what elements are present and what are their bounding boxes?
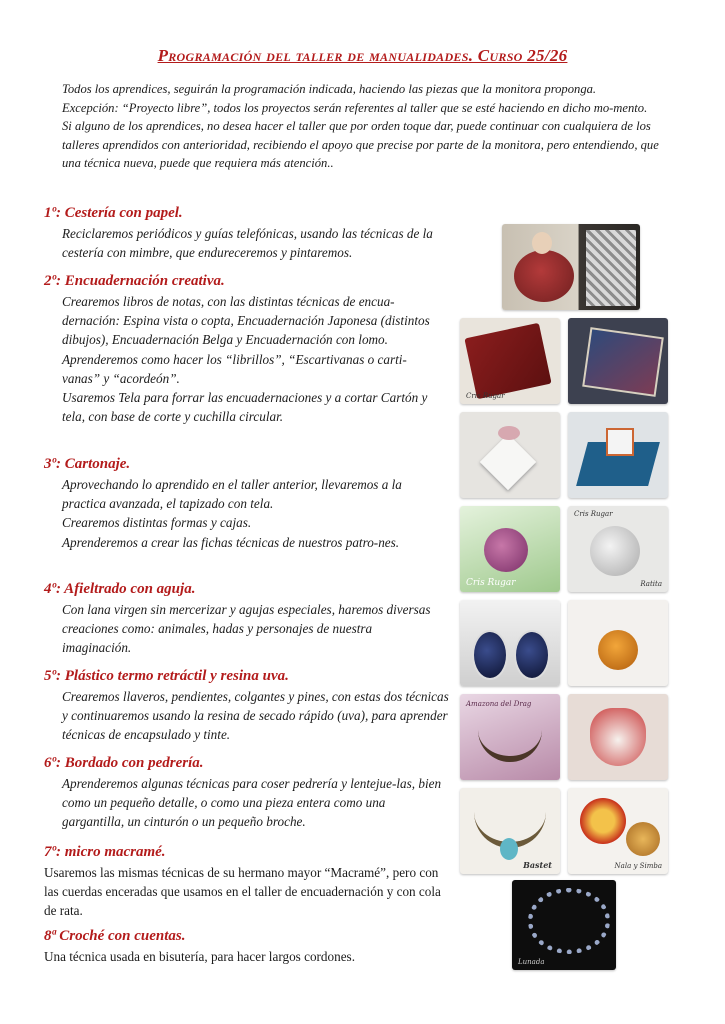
photo-watermark: Cris Rugar — [466, 578, 516, 588]
basket-house-shape — [514, 250, 574, 302]
section-text: Crearemos libros de notas, con las distintas técnicas de encua-dernación: Espina vista o copta, Encuadernación Japonesa (distintos dibujos), Encuadernación Belga y Encuadernación con lomo. — [62, 294, 430, 348]
section-title: 4º: Afieltrado con aguja. — [44, 581, 196, 597]
resin-pendant-photo — [568, 600, 668, 686]
section-text: Reciclaremos periódicos y guías telefónicas, usando las técnicas de la cestería con mimbre, que endureceremos y pintaremos. — [62, 226, 433, 261]
photo-watermark: Ratita — [640, 580, 662, 588]
section-cesteria — [44, 204, 464, 262]
section-title: 8ª Croché con cuentas. — [44, 928, 186, 944]
section-bordado — [44, 754, 444, 832]
page-title: Programación del taller de manualidades. Curso 25/26 — [157, 46, 568, 65]
section-body — [62, 600, 442, 658]
section-title: 3º: Cartonaje. — [44, 456, 131, 472]
intro-paragraph: Excepción: “Proyecto libre”, todos los proyectos serán referentes al taller que se esté haciendo en dicho mo-mento. — [62, 100, 648, 115]
section-text: Una técnica usada en bisutería, para hacer largos cordones. — [44, 949, 355, 964]
section-plastico — [44, 667, 449, 745]
lion-brooch-shape — [580, 798, 626, 844]
felting-bunny-photo — [460, 506, 560, 592]
resin-charm-shape — [598, 630, 638, 670]
felt-mouse-shape — [590, 526, 640, 576]
section-macrame — [44, 843, 456, 921]
photo-watermark: Amazona del Drag — [466, 700, 532, 708]
resin-earring-left — [472, 630, 508, 680]
section-text: Aprenderemos a crear las fichas técnicas de nuestros patro-nes. — [62, 534, 400, 550]
section-body — [62, 475, 442, 552]
blue-book-shape — [582, 327, 664, 397]
beaded-necklace-photo — [460, 694, 560, 780]
macrame-necklace-photo — [460, 788, 560, 874]
intro-paragraph: Si alguno de los aprendices, no desea hacer el taller que por orden toque dar, puede continuar con cualquiera de los talleres aprendidos con anterioridad, recibiendo el apoyo que precise por parte de la monitora, pero entendiendo, que una técnica nueva, puede que requiera más atención.. — [62, 119, 659, 170]
section-body — [44, 863, 456, 921]
section-croche — [44, 927, 456, 966]
photo-watermark: Cris Rugar — [466, 392, 505, 400]
section-body — [62, 774, 444, 832]
macrame-stone-shape — [500, 838, 518, 860]
section-text: Crearemos llaveros, pendientes, colgantes y pines, con estas dos técnicas y continuaremos usando la resina de secado rápido (uva), para aprender técnicas de encapsulado y tinte. — [62, 689, 449, 743]
section-cartonaje — [44, 455, 442, 552]
section-afieltrado — [44, 580, 442, 658]
section-text: Aprovechando lo aprendido en el taller anterior, llevaremos a la practica avanzada, el tapizado con tela. — [62, 477, 402, 512]
section-text: Aprenderemos como hacer los “librillos”, “Escartivanas o carti-vanas” y “acordeón”. — [62, 351, 407, 386]
section-text: Usaremos Tela para forrar las encuadernaciones y a cortar Cartón y tela, con base de corte y cuchilla circular. — [62, 390, 428, 425]
section-encuadernacion — [44, 272, 442, 426]
photo-watermark: Cris Rugar — [574, 510, 613, 518]
resin-earrings-photo — [460, 600, 560, 686]
section-body — [44, 947, 456, 966]
beaded-collar-shape — [478, 726, 542, 762]
section-body — [62, 292, 442, 426]
mug-shape — [606, 428, 634, 456]
section-title: 5º: Plástico termo retráctil y resina uva. — [44, 668, 289, 684]
woven-texture — [586, 230, 636, 306]
lion-brooch-photo — [568, 788, 668, 874]
section-text: Con lana virgen sin mercerizar y agujas especiales, haremos diversas creaciones como: animales, hadas y personajes de nuestra imaginación. — [62, 602, 431, 656]
photo-watermark: Lunada — [518, 958, 545, 966]
croche-necklace-photo — [512, 880, 616, 970]
cat-brooch-shape — [626, 822, 660, 856]
section-title: 2º: Encuadernación creativa. — [44, 273, 225, 289]
rose-decoration — [498, 426, 520, 440]
beaded-cord-shape — [528, 888, 610, 954]
section-body — [62, 687, 449, 745]
felting-mouse-photo — [568, 506, 668, 592]
section-title: 1º: Cestería con papel. — [44, 205, 183, 221]
felt-bunny-shape — [484, 528, 528, 572]
red-book-shape — [464, 323, 551, 399]
kitsune-mask-photo — [568, 694, 668, 780]
section-text: Aprenderemos algunas técnicas para coser pedrería y lentejue-las, bien como un pequeño detalle, o como una pieza entera como una gargantilla, un cinturón o un pequeño broche. — [62, 776, 442, 830]
section-body — [62, 224, 464, 262]
section-text: Usaremos las mismas técnicas de su hermano mayor “Macramé”, pero con las cuerdas enceradas que usamos en el taller de encuadernación y con cola de rata. — [44, 865, 441, 919]
figurine-shape — [532, 232, 552, 254]
section-title: 6º: Bordado con pedrería. — [44, 755, 204, 771]
paper-basket-photo — [502, 224, 640, 310]
cartonaje-box-photo — [460, 412, 560, 498]
bookbinding-blue-photo — [568, 318, 668, 404]
section-text: Crearemos distintas formas y cajas. — [62, 515, 252, 531]
diamond-box-shape — [480, 434, 537, 491]
section-title: 7º: micro macramé. — [44, 844, 166, 860]
resin-earring-right — [514, 630, 550, 680]
intro-text — [62, 80, 674, 173]
photo-watermark: Bastet — [523, 860, 552, 870]
photo-watermark: Nala y Simba — [614, 862, 662, 870]
bookbinding-red-photo — [460, 318, 560, 404]
mask-shape — [590, 708, 646, 766]
cartonaje-explosion-photo — [568, 412, 668, 498]
intro-paragraph: Todos los aprendices, seguirán la programación indicada, haciendo las piezas que la monitora proponga. — [62, 82, 597, 96]
